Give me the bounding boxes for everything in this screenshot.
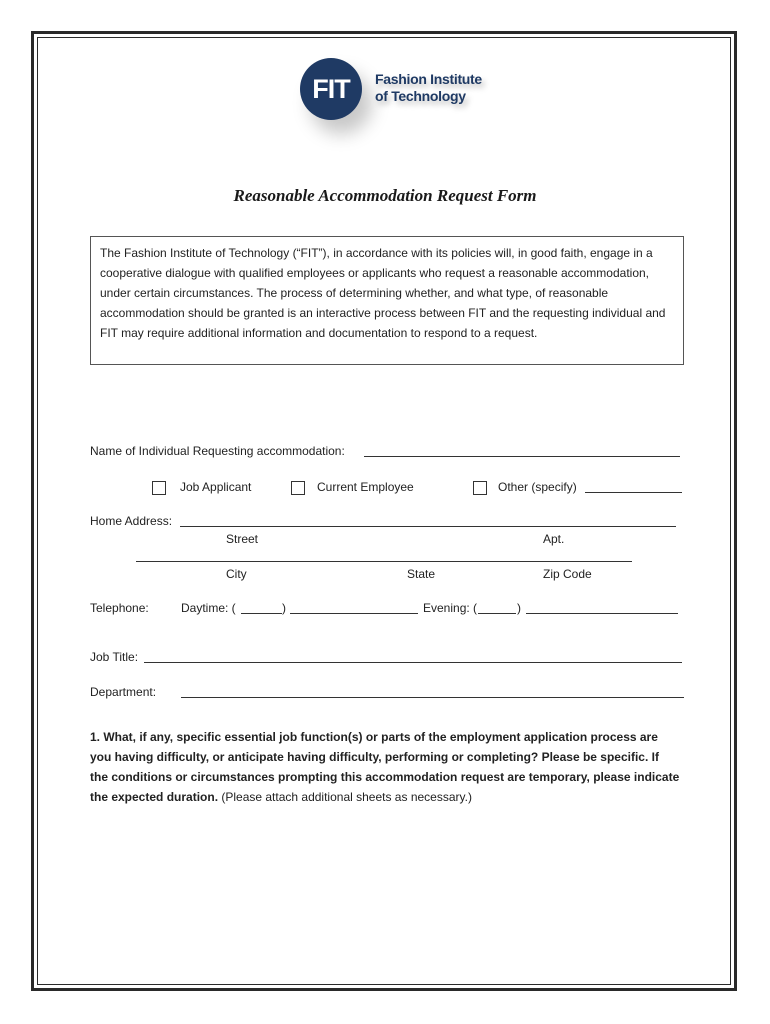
question-1-note: (Please attach additional sheets as necessary.) bbox=[218, 790, 472, 804]
street-caption: Street bbox=[226, 532, 259, 546]
logo-name-line1: Fashion Institute bbox=[375, 71, 482, 87]
department-label: Department: bbox=[90, 685, 157, 699]
current-employee-checkbox[interactable] bbox=[291, 481, 305, 495]
evening-label: Evening: ( bbox=[423, 601, 478, 615]
other-checkbox[interactable] bbox=[473, 481, 487, 495]
job-title-label: Job Title: bbox=[90, 650, 139, 664]
street-field[interactable] bbox=[180, 526, 676, 527]
daytime-label: Daytime: ( bbox=[181, 601, 236, 615]
home-address-label: Home Address: bbox=[90, 514, 173, 528]
job-applicant-label: Job Applicant bbox=[180, 480, 252, 494]
fit-logo-mark: FIT bbox=[300, 58, 362, 120]
job-title-field[interactable] bbox=[144, 662, 682, 663]
question-1-text: 1. What, if any, specific essential job function(s) or parts of the employment application process are you having difficulty, or anticipate having difficulty, performing or completing? Please be specific. If the conditions or circumstances prompting this accommodation request are temporary, please indicate the expected duration. bbox=[90, 730, 680, 804]
evening-number-field[interactable] bbox=[526, 613, 678, 614]
telephone-label: Telephone: bbox=[90, 601, 149, 615]
daytime-area-code-field[interactable] bbox=[241, 613, 282, 614]
daytime-paren-close: ) bbox=[282, 601, 286, 615]
intro-paragraph: The Fashion Institute of Technology (“FIT”), in accordance with its policies will, in good faith, engage in a cooperative dialogue with qualified employees or applicants who request a reasonable accommodation, under certain circumstances. The process of determining whether, and what type, of reasonable accommodation should be granted is an interactive process between FIT and the requesting individual and FIT may require additional information and documentation to respond to a request. bbox=[90, 236, 684, 365]
state-caption: State bbox=[407, 567, 436, 581]
question-1 bbox=[90, 727, 680, 807]
evening-area-code-field[interactable] bbox=[478, 613, 516, 614]
name-field[interactable] bbox=[364, 456, 680, 457]
city-state-zip-field[interactable] bbox=[136, 561, 632, 562]
city-caption: City bbox=[226, 567, 247, 581]
other-label: Other (specify) bbox=[498, 480, 577, 494]
evening-paren-close: ) bbox=[517, 601, 521, 615]
current-employee-label: Current Employee bbox=[317, 480, 414, 494]
page-border-inner bbox=[37, 37, 731, 985]
department-field[interactable] bbox=[181, 697, 684, 698]
form-title: Reasonable Accommodation Request Form bbox=[233, 186, 537, 205]
fit-logo bbox=[300, 58, 500, 130]
job-applicant-checkbox[interactable] bbox=[152, 481, 166, 495]
other-specify-field[interactable] bbox=[585, 492, 682, 493]
fit-logo-name bbox=[375, 71, 482, 105]
name-label: Name of Individual Requesting accommodation: bbox=[90, 444, 345, 458]
logo-name-line2: of Technology bbox=[375, 88, 466, 104]
daytime-number-field[interactable] bbox=[290, 613, 418, 614]
zip-caption: Zip Code bbox=[543, 567, 592, 581]
apt-caption: Apt. bbox=[543, 532, 565, 546]
